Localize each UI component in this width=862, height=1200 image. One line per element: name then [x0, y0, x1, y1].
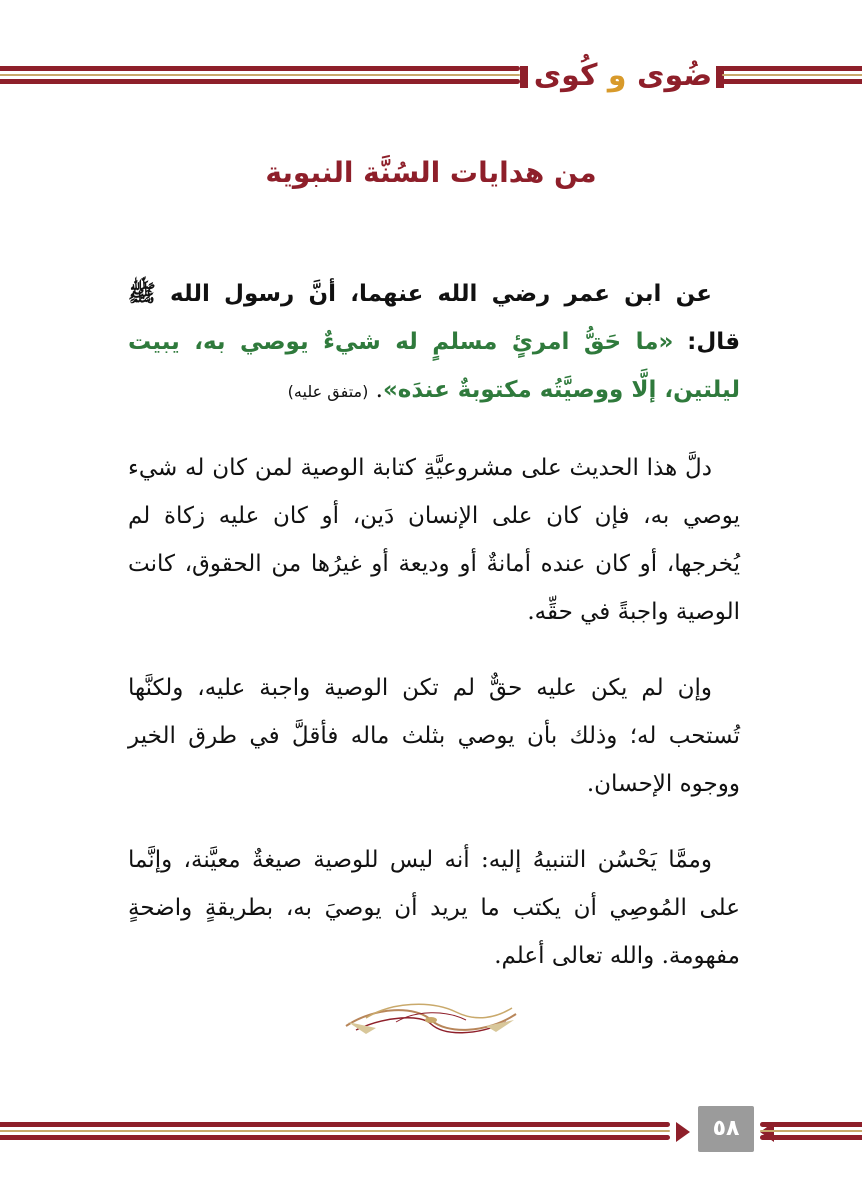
- hadith-reference-separator: .: [375, 377, 383, 403]
- header-rule-left: [0, 66, 520, 88]
- hadith-reference: (متفق عليه): [287, 382, 369, 401]
- article-body: [128, 270, 740, 1008]
- header-rule-right: [722, 66, 862, 88]
- hadith-quote: «ما حَقُّ امرئٍ مسلمٍ له شيءٌ يوصي به، يبيت ليلتين، إلَّا ووصيَّتُه مكتوبةٌ عندَه»: [128, 329, 740, 403]
- decorative-flourish-icon: [336, 996, 526, 1042]
- paragraph-2: وإن لم يكن عليه حقٌّ لم تكن الوصية واجبة عليه، ولكنَّها تُستحب له؛ وذلك بأن يوصي بثلث ماله فأقلَّ في طرق الخير ووجوه الإحسان.: [128, 675, 740, 797]
- hadith-intro: عن ابن عمر رضي الله عنهما، أنَّ رسول الله ﷺ قال:: [128, 281, 741, 355]
- page-title: من هدايات السُنَّة النبوية: [265, 156, 597, 189]
- paragraph-1: دلَّ هذا الحديث على مشروعيَّةِ كتابة الوصية لمن كان له شيء يوصي به، فإن كان على الإنسان دَين، أو كان عليه زكاة لم يُخرجها، أو كان عنده أمانةٌ أو وديعة أو غيرُها من الحقوق، كانت الوصية واجبةً في حقِّه.: [128, 455, 740, 625]
- paragraph-3: وممَّا يَحْسُن التنبيهُ إليه: أنه ليس للوصية صيغةٌ معيَّنة، وإنَّما على المُوصِي أن يكتب ما يريد أن يوصيَ به، بطريقةٍ واضحةٍ مفهومة. والله تعالى أعلم.: [128, 847, 740, 969]
- page-number: ٥٨: [698, 1106, 754, 1152]
- brand-word-2: و: [607, 58, 627, 93]
- footer-rule-left: [0, 1122, 670, 1142]
- brand-word-1: ضُوى: [637, 58, 713, 93]
- brand-word-3: كُوى: [533, 58, 598, 93]
- header-rule-cap-left: [520, 66, 528, 88]
- footer-arrow-left-icon: [676, 1122, 690, 1142]
- brand-logo: [530, 54, 716, 98]
- footer-rule-right: [760, 1122, 862, 1142]
- hadith-paragraph: [128, 270, 740, 416]
